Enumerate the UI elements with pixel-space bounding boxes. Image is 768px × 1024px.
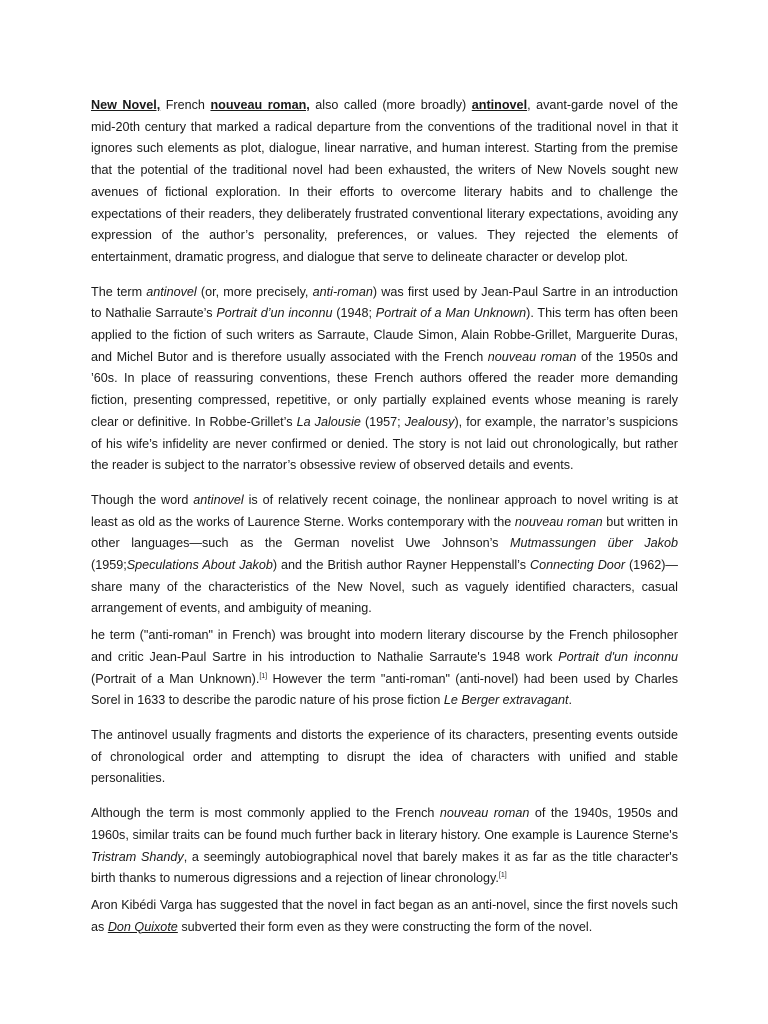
paragraph-anti-roman-sartre: he term ("anti-roman" in French) was brought into modern literary discourse by the French philosopher and critic Jean-Paul Sartre in his introduction to Nathalie Sarraute's 1948 work Portrait d'un inconnu (Portrait of a Man Unknown).[1] However the term "anti-roman" (anti-novel) had been used by Charles Sorel in 1633 to describe the parodic nature of his prose fiction Le Berger extravagant. bbox=[91, 628, 679, 708]
term-nouveau-roman: nouveau roman, bbox=[210, 98, 310, 112]
citation-link[interactable]: [1] bbox=[498, 872, 507, 880]
paragraph-kibedi-varga: Aron Kibédi Varga has suggested that the novel in fact began as an anti-novel, since the first novels such as Don Quixote subverted their form even as they were constructing the form of the novel. bbox=[91, 897, 678, 934]
paragraph-new-novel-definition: New Novel, French nouveau roman, also called (more broadly) antinovel, avant-garde novel of the mid-20th century that marked a radical departure from the conventions of the traditional novel in that it ignores such elements as plot, dialogue, linear narrative, and human interest. Starting from the premise that the potential of the traditional novel had been exhausted, the writers of New Novels sought new avenues of fictional exploration. In their efforts to overcome literary habits and to challenge the expectations of their readers, they deliberately frustrated conventional literary expectations, avoiding any expression of the author’s personality, preferences, or values. They rejected the elements of entertainment, dramatic progress, and dialogue that serve to delineate character or develop plot. bbox=[91, 98, 678, 264]
paragraph-term-origin: The term antinovel (or, more precisely, anti-roman) was first used by Jean-Paul Sartre in an introduction to Nathalie Sarraute’s Portrait d’un inconnu (1948; Portrait of a Man Unknown). This term has often been applied to the fiction of such writers as Sarraute, Claude Simon, Alain Robbe-Grillet, Marguerite Duras, and Michel Butor and is therefore usually associated with the French nouveau roman of the 1950s and ’60s. In place of reassuring conventions, these French authors offered the reader more demanding fiction, presenting compressed, repetitive, or only partially explained events whose meaning is rarely clear or definitive. In Robbe-Grillet’s La Jalousie (1957; Jealousy), for example, the narrator’s suspicions of his wife’s infidelity are never confirmed or denied. The story is not laid out chronologically, but rather the reader is subject to the narrator’s obsessive review of observed details and events. bbox=[91, 284, 679, 473]
paragraph-fragmentation: The antinovel usually fragments and distorts the experience of its characters, presenting events outside of chronological order and attempting to disrupt the idea of characters with unified and stable personalities. bbox=[91, 727, 678, 786]
link-don-quixote[interactable]: Don Quixote bbox=[107, 919, 178, 934]
term-antinovel: antinovel bbox=[471, 98, 528, 112]
citation-link[interactable]: [1] bbox=[259, 672, 268, 680]
term-new-novel: New Novel, bbox=[91, 98, 161, 112]
paragraph-literary-history: Although the term is most commonly applied to the French nouveau roman of the 1940s, 1950s and 1960s, similar traits can be found much further back in literary history. One example is Laurence Sterne's Tristram Shandy, a seemingly autobiographical novel that barely makes it as far as the title character's birth thanks to numerous digressions and a rejection of linear chronology.[1] bbox=[91, 806, 678, 886]
paragraph-nonlinear-approach: Though the word antinovel is of relatively recent coinage, the nonlinear approach to novel writing is at least as old as the works of Laurence Sterne. Works contemporary with the nouveau roman but written in other languages—such as the German novelist Uwe Johnson’s Mutmassungen über Jakob (1959;Speculations About Jakob) and the British author Rayner Heppenstall’s Connecting Door (1962)—share many of the characteristics of the New Novel, such as vaguely identified characters, casual arrangement of events, and ambiguity of meaning. bbox=[91, 492, 679, 616]
